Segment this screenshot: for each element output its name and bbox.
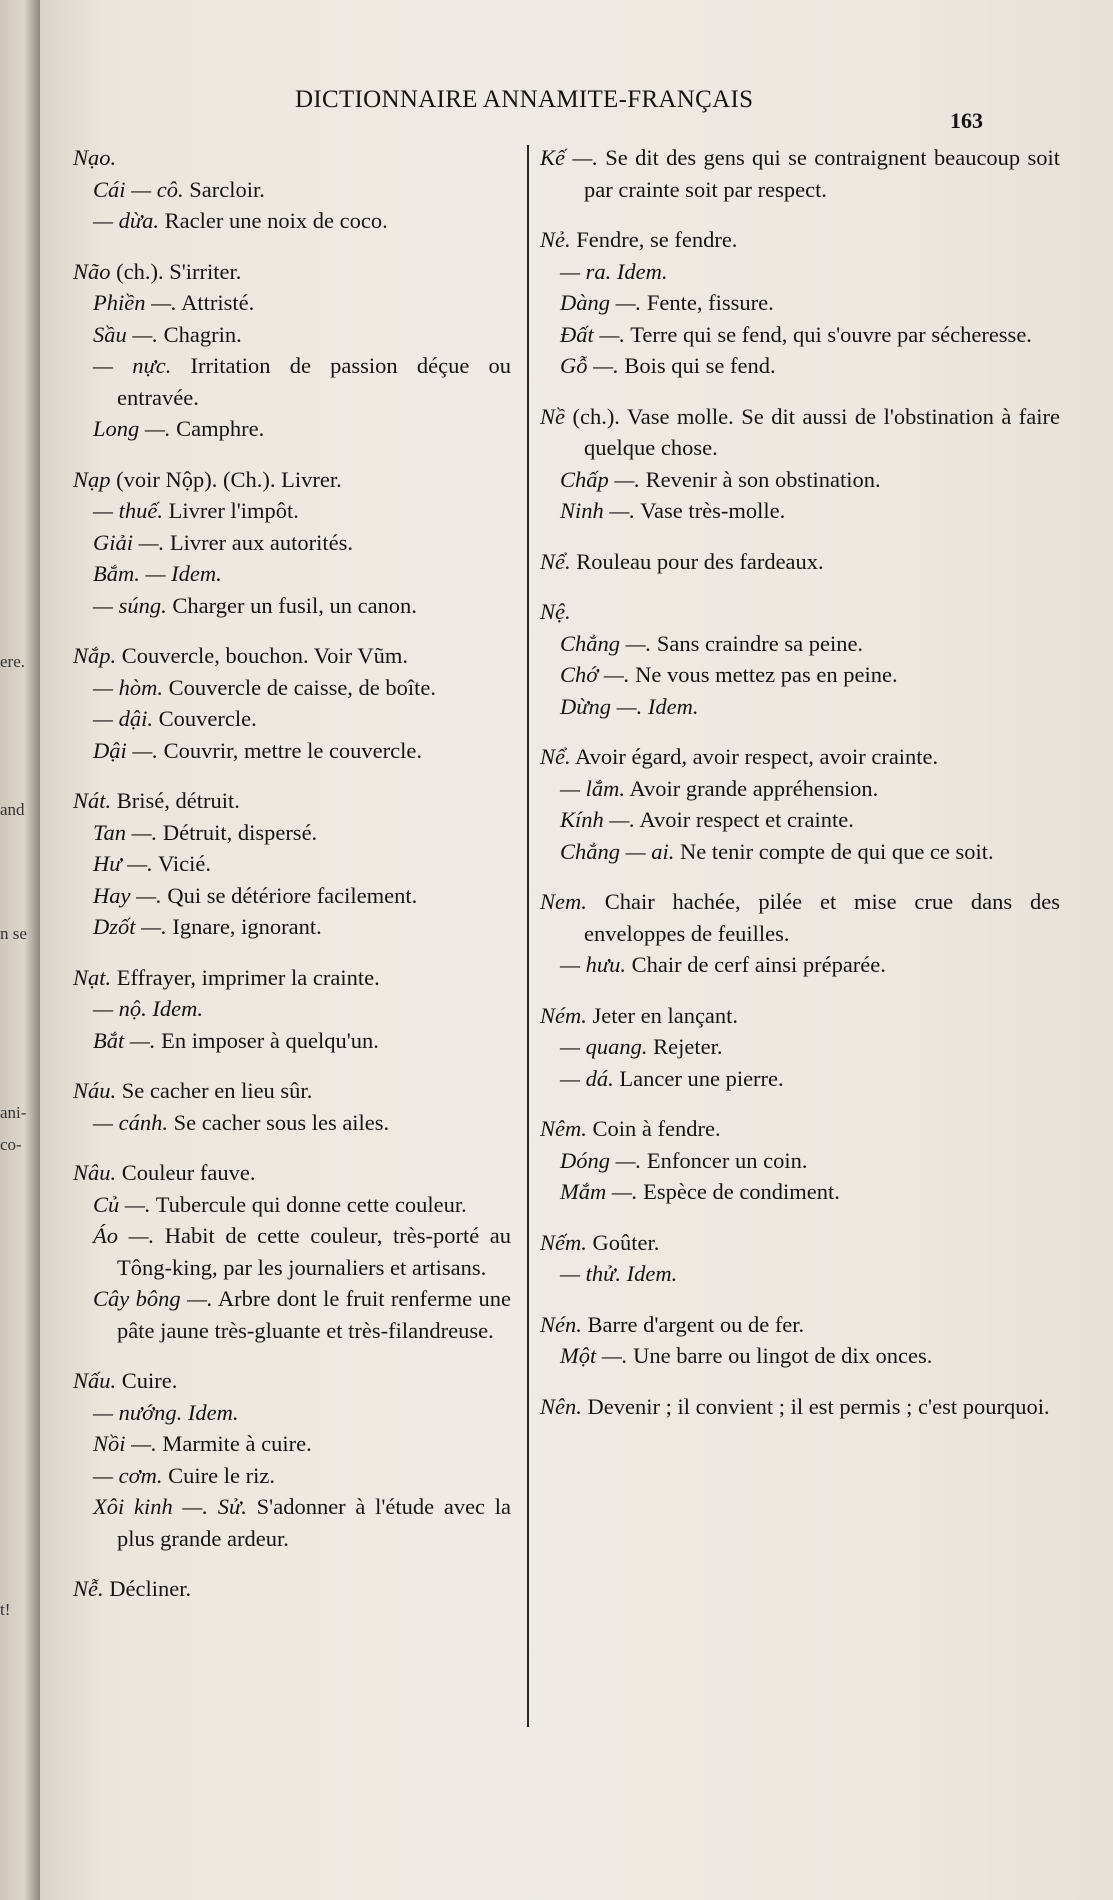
- entry-headword-line: [73, 1075, 511, 1107]
- dictionary-entry: [73, 1365, 511, 1554]
- entry-subline: [73, 527, 511, 559]
- vietnamese-term: Cái — cô.: [93, 176, 184, 202]
- french-definition: Se cacher sous les ailes.: [168, 1109, 390, 1135]
- french-definition: Espèce de condiment.: [637, 1179, 840, 1204]
- french-definition: Couleur fauve.: [116, 1160, 256, 1185]
- vietnamese-term: Nể.: [540, 744, 571, 769]
- entry-headword-line: [540, 224, 1060, 256]
- dictionary-entry: [540, 1227, 1060, 1290]
- vietnamese-term: Nề: [540, 403, 565, 429]
- entry-headword-line: [540, 142, 1060, 205]
- entry-headword-line: [540, 596, 1060, 628]
- entry-subline: [73, 993, 511, 1025]
- vietnamese-term: Long —.: [93, 416, 171, 441]
- running-head: DICTIONNAIRE ANNAMITE-FRANÇAIS: [295, 86, 754, 113]
- entry-subline: [73, 1107, 511, 1139]
- entry-headword-line: [73, 640, 511, 672]
- vietnamese-term: Nạt.: [73, 964, 112, 990]
- dictionary-entry: [73, 256, 511, 445]
- french-definition: Tubercule qui donne cette couleur.: [150, 1191, 467, 1217]
- entry-subline: [540, 773, 1060, 805]
- vietnamese-term: — súng.: [93, 592, 167, 618]
- vietnamese-term: Ninh —.: [560, 498, 636, 523]
- vietnamese-term: Nên.: [540, 1393, 582, 1419]
- vietnamese-term: Nén.: [540, 1311, 582, 1337]
- vietnamese-term: Nâu.: [73, 1160, 117, 1185]
- vietnamese-term: — thử. Idem.: [560, 1261, 678, 1286]
- vietnamese-term: Hư —.: [93, 851, 153, 876]
- vietnamese-term: Hay —.: [93, 882, 162, 908]
- dictionary-entry: [73, 785, 511, 943]
- entry-subline: [540, 949, 1060, 981]
- entry-subline: [540, 1258, 1060, 1290]
- french-definition: Sans craindre sa peine.: [651, 630, 864, 656]
- entry-headword-line: [540, 1227, 1060, 1259]
- page-number: 163: [950, 108, 983, 133]
- vietnamese-term: — nộ. Idem.: [93, 996, 203, 1021]
- vietnamese-term: Kế —.: [540, 145, 598, 170]
- french-definition: Couvrir, mettre le couvercle.: [158, 737, 423, 763]
- vietnamese-term: — nực.: [93, 353, 172, 378]
- entry-subline: [540, 1031, 1060, 1063]
- french-definition: Couvercle de caisse, de boîte.: [163, 674, 437, 700]
- french-definition: (voir Nộp). (Ch.). Livrer.: [110, 466, 342, 492]
- entry-subline: [540, 495, 1060, 527]
- french-definition: Décliner.: [103, 1576, 192, 1601]
- french-definition: Avoir égard, avoir respect, avoir crainte.: [570, 744, 939, 769]
- prev-page-fragment: ani-: [0, 1103, 27, 1122]
- french-definition: Ne tenir compte de qui que ce soit.: [674, 838, 994, 864]
- french-definition: Bois qui se fend.: [618, 353, 776, 378]
- vietnamese-term: Nạo.: [73, 145, 117, 170]
- french-definition: Couvercle.: [153, 706, 257, 731]
- entry-headword-line: [73, 256, 511, 288]
- vietnamese-term: Nễ.: [73, 1576, 104, 1601]
- vietnamese-term: Não: [73, 258, 111, 284]
- vietnamese-term: Nát.: [73, 788, 112, 813]
- french-definition: Vicié.: [152, 851, 211, 876]
- entry-headword-line: [540, 1000, 1060, 1032]
- vietnamese-term: Tan —.: [93, 819, 158, 845]
- vietnamese-term: Chẳng — ai.: [560, 838, 675, 864]
- dictionary-entry: [540, 596, 1060, 722]
- vietnamese-term: — hưu.: [560, 952, 627, 977]
- vietnamese-term: Nồi —.: [93, 1431, 157, 1456]
- vietnamese-term: — thuế.: [93, 498, 163, 523]
- entry-subline: [540, 256, 1060, 288]
- vietnamese-term: Cây bông —.: [93, 1286, 213, 1311]
- entry-subline: [73, 319, 511, 351]
- french-definition: Irritation de passion déçue ou entravée.: [117, 353, 511, 410]
- french-definition: Chair hachée, pilée et mise crue dans des enveloppes de feuilles.: [584, 889, 1060, 946]
- french-definition: Racler une noix de coco.: [159, 208, 388, 233]
- french-definition: S'adonner à l'étude avec la plus grande ardeur.: [117, 1494, 512, 1551]
- french-definition: Fendre, se fendre.: [570, 227, 738, 252]
- entry-subline: [73, 205, 511, 237]
- entry-subline: [73, 590, 511, 622]
- french-definition: Ignare, ignorant.: [166, 914, 322, 939]
- entry-headword-line: [73, 962, 511, 994]
- dictionary-entry: [540, 224, 1060, 382]
- french-definition: Livrer l'impôt.: [163, 498, 299, 523]
- entry-subline: [73, 911, 511, 943]
- vietnamese-term: — cơm.: [93, 1462, 163, 1488]
- column-divider: [527, 145, 529, 1727]
- french-definition: Livrer aux autorités.: [164, 529, 353, 555]
- vietnamese-term: — hòm.: [93, 674, 164, 700]
- entry-subline: [73, 817, 511, 849]
- vietnamese-term: Một —.: [560, 1343, 628, 1368]
- entry-subline: [540, 836, 1060, 868]
- entry-subline: [540, 319, 1060, 351]
- french-definition: Habit de cette couleur, très-porté au Tông-king, par les journaliers et artisans.: [117, 1223, 511, 1280]
- entry-subline: [73, 1220, 511, 1283]
- dictionary-entry: [73, 1157, 511, 1346]
- french-definition: Cuire.: [116, 1368, 178, 1393]
- entry-subline: [540, 691, 1060, 723]
- prev-page-fragment: ere.: [0, 652, 26, 671]
- vietnamese-term: Nẻ.: [540, 227, 571, 252]
- entry-subline: [73, 880, 511, 912]
- entry-headword-line: [73, 142, 511, 174]
- vietnamese-term: Chẳng —.: [560, 630, 652, 656]
- entry-headword-line: [73, 464, 511, 496]
- dictionary-entry: [73, 1573, 511, 1605]
- entry-subline: [73, 1491, 511, 1554]
- entry-subline: [73, 1397, 511, 1429]
- french-definition: Chair de cerf ainsi préparée.: [626, 952, 886, 977]
- dictionary-entry: [540, 741, 1060, 867]
- entry-subline: [73, 1283, 511, 1346]
- vietnamese-term: — cánh.: [93, 1109, 168, 1135]
- dictionary-entry: [73, 464, 511, 622]
- vietnamese-term: Ném.: [540, 1002, 587, 1028]
- vietnamese-term: Nể.: [540, 548, 571, 574]
- vietnamese-term: — dậi.: [93, 706, 154, 731]
- entry-subline: [540, 1340, 1060, 1372]
- dictionary-entry: [540, 401, 1060, 527]
- vietnamese-term: Chớ —.: [560, 662, 630, 687]
- vietnamese-term: Dậi —.: [93, 737, 159, 763]
- entry-subline: [540, 287, 1060, 319]
- entry-subline: [73, 672, 511, 704]
- french-definition: Avoir grande appréhension.: [625, 775, 879, 801]
- entry-headword-line: [540, 1113, 1060, 1145]
- french-definition: Arbre dont le fruit renferme une pâte jaune très-gluante et très-filandreuse.: [117, 1286, 511, 1343]
- vietnamese-term: Dừng —. Idem.: [560, 693, 699, 719]
- entry-subline: [540, 804, 1060, 836]
- vietnamese-term: Bắt —.: [93, 1027, 156, 1053]
- entry-subline: [540, 350, 1060, 382]
- vietnamese-term: — quang.: [560, 1034, 648, 1059]
- dictionary-entry: [540, 1309, 1060, 1372]
- vietnamese-term: Gỗ —.: [560, 353, 619, 378]
- vietnamese-term: Bắm. — Idem.: [93, 561, 222, 586]
- french-definition: En imposer à quelqu'un.: [155, 1027, 379, 1053]
- entry-subline: [73, 1025, 511, 1057]
- french-definition: Détruit, dispersé.: [157, 819, 318, 845]
- vietnamese-term: Náu.: [73, 1078, 117, 1103]
- vietnamese-term: Dàng —.: [560, 290, 642, 315]
- previous-page-edge: [0, 0, 40, 1900]
- french-definition: Cuire le riz.: [162, 1462, 275, 1488]
- french-definition: Chagrin.: [158, 321, 242, 347]
- dictionary-entry: [540, 142, 1060, 205]
- entry-subline: [540, 628, 1060, 660]
- prev-page-fragment: n se: [0, 924, 27, 943]
- dictionary-entry: [540, 1000, 1060, 1095]
- french-definition: Devenir ; il convient ; il est permis ; c'est pourquoi.: [581, 1393, 1050, 1419]
- french-definition: Marmite à cuire.: [156, 1431, 312, 1456]
- french-definition: Vase très-molle.: [635, 498, 786, 523]
- vietnamese-term: Nếm.: [540, 1229, 587, 1255]
- entry-headword-line: [73, 1157, 511, 1189]
- vietnamese-term: — dừa.: [93, 208, 160, 233]
- entry-subline: [73, 413, 511, 445]
- entry-subline: [73, 287, 511, 319]
- left-column: [73, 142, 511, 1624]
- french-definition: Charger un fusil, un canon.: [166, 592, 417, 618]
- dictionary-entry: [73, 142, 511, 237]
- vietnamese-term: Dóng —.: [560, 1147, 642, 1173]
- vietnamese-term: Nệ.: [540, 599, 571, 624]
- entry-subline: [73, 350, 511, 413]
- prev-page-fragment: and: [0, 800, 25, 819]
- entry-subline: [73, 174, 511, 206]
- vietnamese-term: Nêm.: [540, 1116, 587, 1141]
- entry-subline: [73, 1189, 511, 1221]
- french-definition: Barre d'argent ou de fer.: [581, 1311, 805, 1337]
- prev-page-fragment: t!: [0, 1600, 11, 1619]
- entry-subline: [73, 848, 511, 880]
- french-definition: Goûter.: [586, 1229, 660, 1255]
- entry-headword-line: [540, 1309, 1060, 1341]
- dictionary-entry: [540, 886, 1060, 981]
- entry-headword-line: [540, 401, 1060, 464]
- french-definition: Avoir respect et crainte.: [635, 807, 854, 832]
- vietnamese-term: Xôi kinh —. Sử.: [93, 1494, 247, 1519]
- entry-headword-line: [540, 1391, 1060, 1423]
- french-definition: Revenir à son obstination.: [640, 466, 881, 492]
- prev-page-fragment: co-: [0, 1135, 22, 1154]
- french-definition: Jeter en lançant.: [586, 1002, 739, 1028]
- french-definition: Couvercle, bouchon. Voir Vũm.: [116, 643, 408, 668]
- vietnamese-term: Nắp.: [73, 643, 117, 668]
- french-definition: Sarcloir.: [183, 176, 265, 202]
- entry-headword-line: [73, 1365, 511, 1397]
- french-definition: Lancer une pierre.: [613, 1065, 784, 1091]
- vietnamese-term: Nem.: [540, 889, 587, 914]
- entry-subline: [540, 659, 1060, 691]
- french-definition: Effrayer, imprimer la crainte.: [111, 964, 380, 990]
- dictionary-entry: [540, 1113, 1060, 1208]
- french-definition: Se cacher en lieu sûr.: [116, 1078, 313, 1103]
- french-definition: Rouleau pour des fardeaux.: [570, 548, 824, 574]
- dictionary-entry: [73, 640, 511, 766]
- vietnamese-term: — ra. Idem.: [560, 258, 668, 284]
- french-definition: Coin à fendre.: [586, 1116, 721, 1141]
- french-definition: Enfoncer un coin.: [641, 1147, 808, 1173]
- french-definition: (ch.). S'irriter.: [110, 258, 242, 284]
- entry-headword-line: [540, 886, 1060, 949]
- french-definition: Qui se détériore facilement.: [161, 882, 418, 908]
- entry-subline: [73, 735, 511, 767]
- vietnamese-term: Phiền —.: [93, 290, 177, 315]
- french-definition: Brisé, détruit.: [111, 788, 240, 813]
- french-definition: Se dit des gens qui se contraignent beaucoup soit par crainte soit par respect.: [584, 145, 1061, 202]
- entry-headword-line: [540, 741, 1060, 773]
- entry-subline: [73, 703, 511, 735]
- vietnamese-term: — nướng. Idem.: [93, 1399, 239, 1425]
- vietnamese-term: Kính —.: [560, 807, 636, 832]
- french-definition: Fente, fissure.: [641, 290, 774, 315]
- french-definition: Rejeter.: [647, 1034, 723, 1059]
- entry-headword-line: [540, 546, 1060, 578]
- french-definition: Une barre ou lingot de dix onces.: [627, 1343, 933, 1368]
- entry-headword-line: [73, 1573, 511, 1605]
- french-definition: Attristé.: [176, 290, 255, 315]
- right-column: [540, 142, 1060, 1441]
- french-definition: (ch.). Vase molle. Se dit aussi de l'obstination à faire quelque chose.: [565, 403, 1060, 460]
- vietnamese-term: Củ —.: [93, 1191, 151, 1217]
- entry-subline: [73, 495, 511, 527]
- entry-subline: [540, 1063, 1060, 1095]
- entry-subline: [540, 1145, 1060, 1177]
- vietnamese-term: Dzốt —.: [93, 914, 167, 939]
- vietnamese-term: Nạp: [73, 466, 111, 492]
- dictionary-entry: [73, 1075, 511, 1138]
- vietnamese-term: — dá.: [560, 1065, 614, 1091]
- dictionary-entry: [540, 1391, 1060, 1423]
- french-definition: Ne vous mettez pas en peine.: [629, 662, 898, 687]
- entry-subline: [540, 1176, 1060, 1208]
- entry-subline: [73, 1460, 511, 1492]
- vietnamese-term: Mắm —.: [560, 1179, 638, 1204]
- vietnamese-term: Nấu.: [73, 1368, 117, 1393]
- dictionary-entry: [73, 962, 511, 1057]
- entry-subline: [540, 464, 1060, 496]
- french-definition: Camphre.: [170, 416, 265, 441]
- vietnamese-term: Giải —.: [93, 529, 165, 555]
- dictionary-page: [40, 0, 1113, 1900]
- vietnamese-term: — lắm.: [560, 775, 626, 801]
- french-definition: Terre qui se fend, qui s'ouvre par sécheresse.: [625, 321, 1032, 347]
- entry-headword-line: [73, 785, 511, 817]
- vietnamese-term: Chấp —.: [560, 466, 641, 492]
- vietnamese-term: Đất —.: [560, 321, 626, 347]
- dictionary-entry: [540, 546, 1060, 578]
- vietnamese-term: Sầu —.: [93, 321, 159, 347]
- entry-subline: [73, 558, 511, 590]
- entry-subline: [73, 1428, 511, 1460]
- vietnamese-term: Áo —.: [93, 1223, 155, 1248]
